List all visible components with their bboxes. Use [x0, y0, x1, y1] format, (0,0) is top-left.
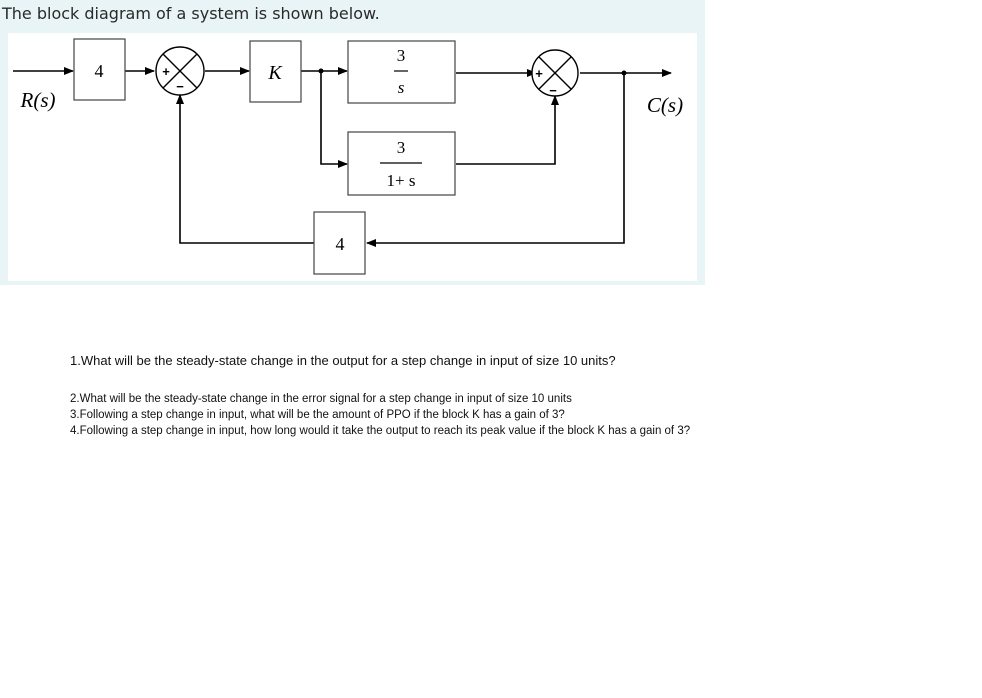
block-diagram-svg: [8, 33, 697, 281]
question-1: 1.What will be the steady-state change in the output for a step change in input of size 10 units?: [70, 353, 616, 368]
branch-to-lag-arrow: [321, 71, 347, 164]
lag-numerator: 3: [396, 138, 406, 157]
feedback-to-sum1-arrow: [180, 95, 314, 243]
question-list: [70, 391, 690, 439]
gain-block-label: 4: [94, 61, 104, 81]
input-signal-label: R(s): [20, 88, 56, 112]
integrator-numerator: 3: [396, 46, 406, 65]
block-diagram: [8, 33, 697, 281]
sum2-minus-sign: −: [549, 83, 557, 98]
sum2-plus-sign: +: [535, 66, 543, 81]
controller-block-label: K: [268, 62, 282, 84]
lag-denominator: 1+ s: [386, 171, 416, 190]
question-3: 3.Following a step change in input, what will be the amount of PPO if the block K has a gain of 3?: [70, 409, 565, 421]
sum1-plus-sign: +: [162, 64, 170, 79]
question-4: 4.Following a step change in input, how long would it take the output to reach its peak value if the block K has a gain of 3?: [70, 425, 691, 437]
question-2: 2.What will be the steady-state change in the error signal for a step change in input of size 10 units: [70, 393, 572, 405]
page-title: The block diagram of a system is shown below.: [2, 4, 380, 23]
branch-point-output: [622, 71, 627, 76]
lag-to-sum2-arrow: [456, 96, 555, 164]
sum1-minus-sign: −: [176, 79, 184, 94]
integrator-denominator: s: [397, 78, 405, 97]
output-signal-label: C(s): [646, 93, 684, 117]
header-panel: [0, 0, 705, 285]
feedback-block-label: 4: [335, 234, 345, 254]
branch-point-k: [319, 69, 324, 74]
